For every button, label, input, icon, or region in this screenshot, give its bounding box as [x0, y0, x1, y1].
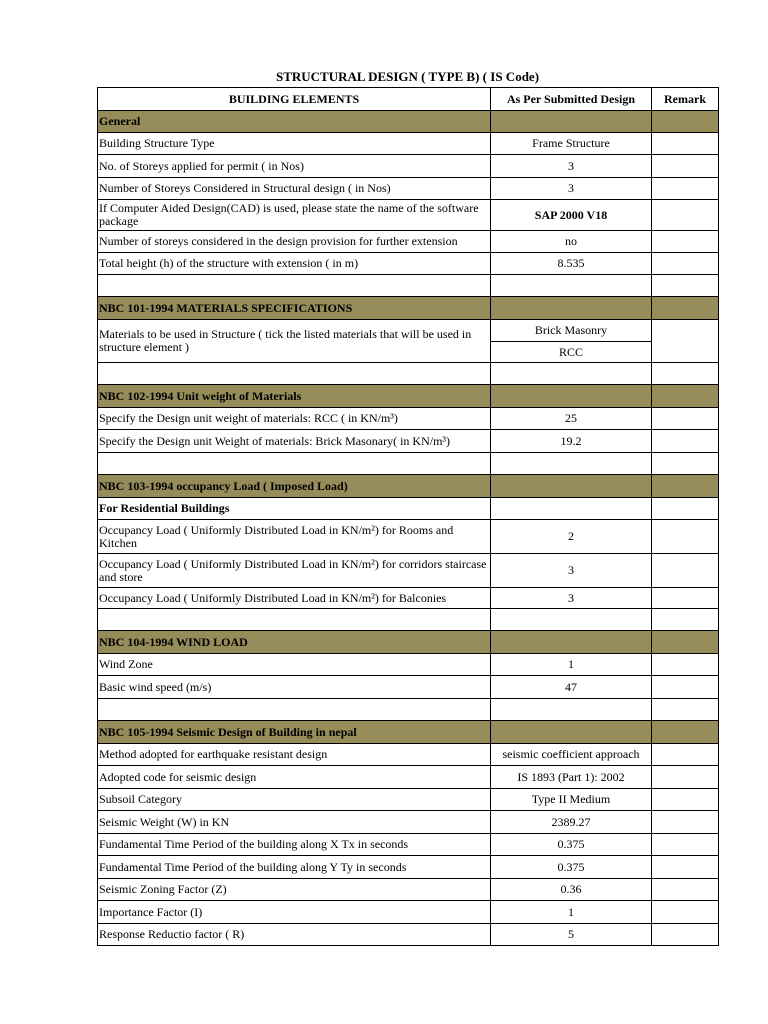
row-value: IS 1893 (Part 1): 2002	[491, 766, 652, 789]
subsection-row	[98, 498, 719, 520]
table-row	[98, 901, 719, 924]
row-value: 2389.27	[491, 811, 652, 834]
remark-cell	[652, 901, 719, 924]
remark-cell	[652, 133, 719, 155]
remark-cell	[652, 554, 719, 588]
empty-row	[98, 363, 719, 385]
remark-cell	[652, 231, 719, 253]
row-value: 5	[491, 924, 652, 946]
section-seismic: NBC 105-1994 Seismic Design of Building in nepal	[98, 721, 491, 744]
row-value: 0.375	[491, 856, 652, 879]
remark-cell	[652, 834, 719, 856]
page-title: STRUCTURAL DESIGN ( TYPE B) ( IS Code)	[275, 69, 540, 84]
table-row	[98, 231, 719, 253]
subsection-residential: For Residential Buildings	[98, 498, 491, 520]
section-row	[98, 385, 719, 408]
section-row	[98, 111, 719, 133]
table-row	[98, 430, 719, 453]
header-submitted-design: As Per Submitted Design	[491, 88, 652, 111]
row-label: Number of storeys considered in the design provision for further extension	[98, 231, 491, 253]
row-label: Basic wind speed (m/s)	[98, 676, 491, 699]
row-label: Materials to be used in Structure ( tick the listed materials that will be used in structure element )	[98, 320, 491, 363]
row-value: 1	[491, 654, 652, 676]
section-occupancy: NBC 103-1994 occupancy Load ( Imposed Load)	[98, 475, 491, 498]
row-label: Specify the Design unit weight of materials: RCC ( in KN/m³)	[98, 408, 491, 430]
row-value: 47	[491, 676, 652, 699]
remark-cell	[652, 654, 719, 676]
row-label: Subsoil Category	[98, 789, 491, 811]
row-label: Seismic Zoning Factor (Z)	[98, 879, 491, 901]
row-value: 25	[491, 408, 652, 430]
row-label: Importance Factor (I)	[98, 901, 491, 924]
remark-cell	[652, 320, 719, 363]
structural-design-table	[97, 87, 719, 946]
remark-cell	[652, 430, 719, 453]
row-label: Building Structure Type	[98, 133, 491, 155]
row-value: 3	[491, 178, 652, 200]
remark-cell	[652, 789, 719, 811]
table-row	[98, 834, 719, 856]
row-label: Occupancy Load ( Uniformly Distributed Load in KN/m²) for Balconies	[98, 588, 491, 609]
section-general: General	[98, 111, 491, 133]
table-row	[98, 320, 719, 342]
table-row	[98, 744, 719, 766]
table-row	[98, 676, 719, 699]
row-value: Frame Structure	[491, 133, 652, 155]
row-value: no	[491, 231, 652, 253]
remark-cell	[652, 811, 719, 834]
row-value: 19.2	[491, 430, 652, 453]
row-value: 0.36	[491, 879, 652, 901]
section-row	[98, 631, 719, 654]
row-label: Response Reductio factor ( R)	[98, 924, 491, 946]
empty-row	[98, 609, 719, 631]
section-row	[98, 721, 719, 744]
empty-row	[98, 453, 719, 475]
row-label: Wind Zone	[98, 654, 491, 676]
row-value: seismic coefficient approach	[491, 744, 652, 766]
remark-cell	[652, 178, 719, 200]
remark-cell	[652, 155, 719, 178]
table-row	[98, 654, 719, 676]
material-brick: Brick Masonry	[491, 320, 652, 342]
table-row	[98, 200, 719, 231]
row-label: Occupancy Load ( Uniformly Distributed Load in KN/m²) for corridors staircase and store	[98, 554, 491, 588]
remark-cell	[652, 408, 719, 430]
row-value: 0.375	[491, 834, 652, 856]
remark-cell	[652, 588, 719, 609]
row-label: No. of Storeys applied for permit ( in Nos)	[98, 155, 491, 178]
section-row	[98, 475, 719, 498]
row-label: Method adopted for earthquake resistant design	[98, 744, 491, 766]
header-building-elements: BUILDING ELEMENTS	[98, 88, 491, 111]
table-row	[98, 856, 719, 879]
table-row	[98, 520, 719, 554]
table-row	[98, 924, 719, 946]
section-wind: NBC 104-1994 WIND LOAD	[98, 631, 491, 654]
table-row	[98, 155, 719, 178]
section-materials: NBC 101-1994 MATERIALS SPECIFICATIONS	[98, 297, 491, 320]
row-value: 3	[491, 155, 652, 178]
row-label: Fundamental Time Period of the building along Y Ty in seconds	[98, 856, 491, 879]
section-row	[98, 297, 719, 320]
remark-cell	[652, 766, 719, 789]
remark-cell	[652, 879, 719, 901]
table-row	[98, 766, 719, 789]
row-value: 3	[491, 554, 652, 588]
header-remark: Remark	[652, 88, 719, 111]
remark-cell	[652, 924, 719, 946]
empty-row	[98, 275, 719, 297]
row-value: 8.535	[491, 253, 652, 275]
row-label: Number of Storeys Considered in Structural design ( in Nos)	[98, 178, 491, 200]
header-row	[98, 88, 719, 111]
table-row	[98, 789, 719, 811]
remark-cell	[652, 676, 719, 699]
row-label: Adopted code for seismic design	[98, 766, 491, 789]
table-row	[98, 253, 719, 275]
row-value: 2	[491, 520, 652, 554]
table-row	[98, 133, 719, 155]
remark-cell	[652, 744, 719, 766]
row-value: SAP 2000 V18	[491, 200, 652, 231]
row-value: 3	[491, 588, 652, 609]
empty-row	[98, 699, 719, 721]
material-rcc: RCC	[491, 342, 652, 363]
table-row	[98, 811, 719, 834]
remark-cell	[652, 856, 719, 879]
remark-cell	[652, 520, 719, 554]
remark-cell	[652, 200, 719, 231]
table-row	[98, 408, 719, 430]
table-row	[98, 554, 719, 588]
row-label: Total height (h) of the structure with extension ( in m)	[98, 253, 491, 275]
row-value: Type II Medium	[491, 789, 652, 811]
row-label: Specify the Design unit Weight of materials: Brick Masonary( in KN/m³)	[98, 430, 491, 453]
section-unit-weight: NBC 102-1994 Unit weight of Materials	[98, 385, 491, 408]
row-label: Occupancy Load ( Uniformly Distributed Load in KN/m²) for Rooms and Kitchen	[98, 520, 491, 554]
row-value: 1	[491, 901, 652, 924]
table-row	[98, 178, 719, 200]
table-row	[98, 879, 719, 901]
row-label: If Computer Aided Design(CAD) is used, please state the name of the software package	[98, 200, 491, 231]
row-label: Fundamental Time Period of the building along X Tx in seconds	[98, 834, 491, 856]
remark-cell	[652, 253, 719, 275]
row-label: Seismic Weight (W) in KN	[98, 811, 491, 834]
table-row	[98, 588, 719, 609]
